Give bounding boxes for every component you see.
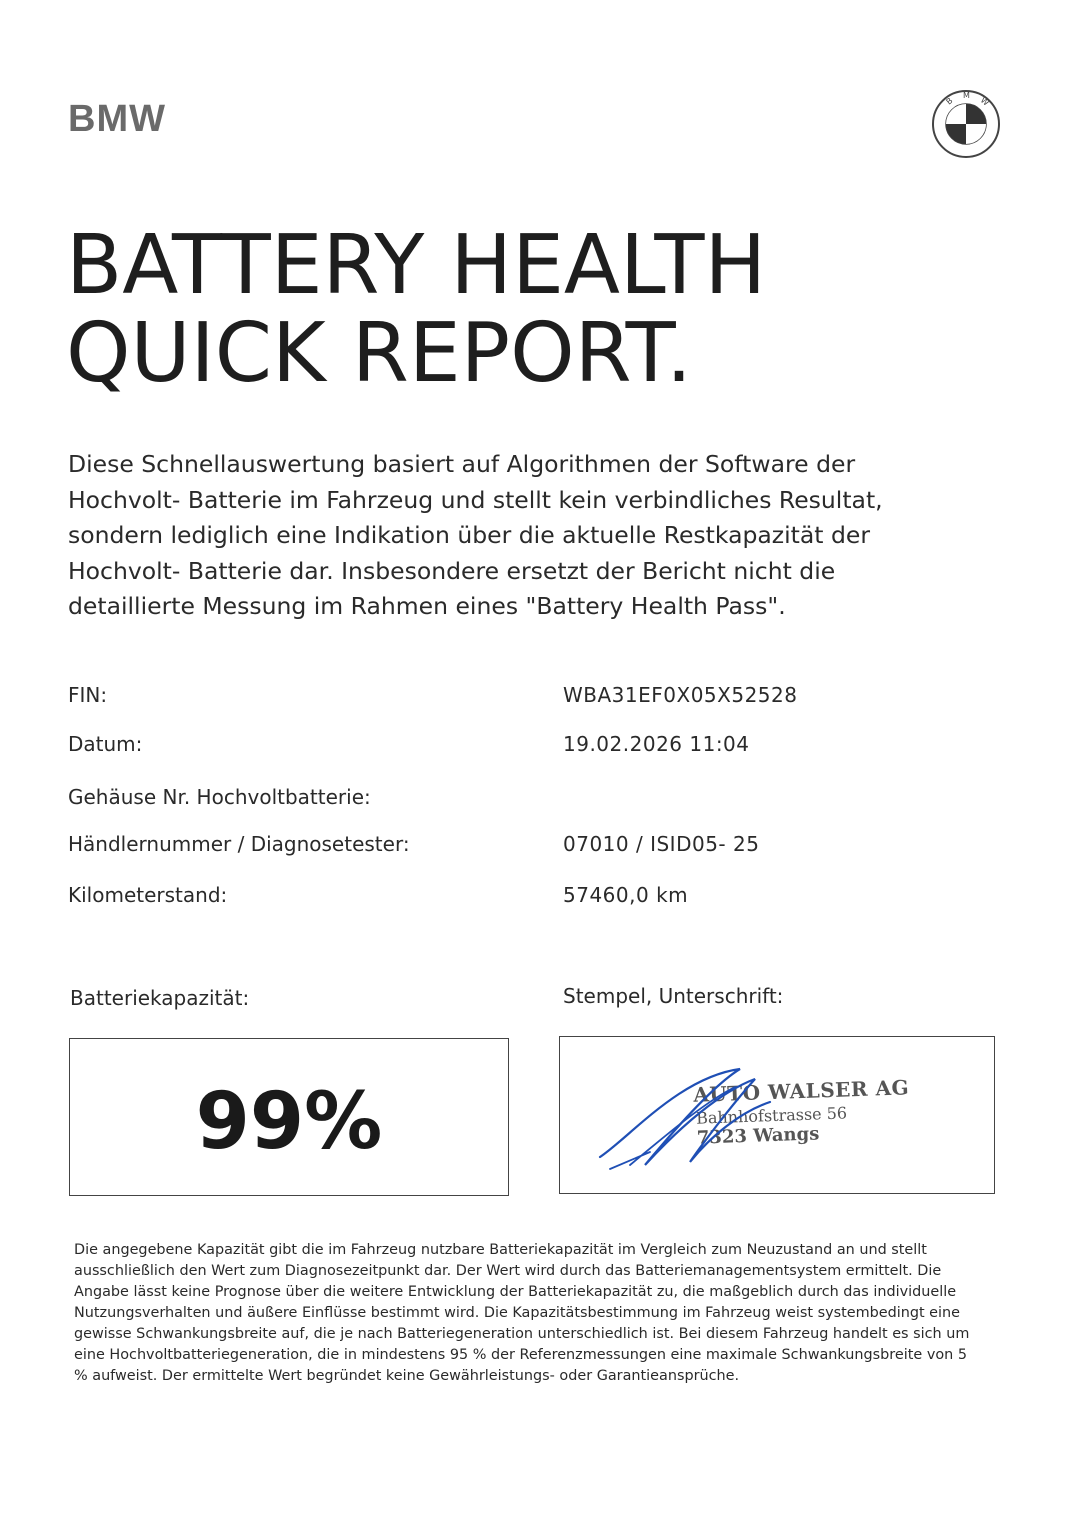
- field-row-haendlernummer: [68, 832, 968, 862]
- bmw-roundel-icon: [930, 88, 1002, 160]
- field-value: WBA31EF0X05X52528: [563, 683, 798, 707]
- field-label: Gehäuse Nr. Hochvoltbatterie:: [68, 785, 371, 809]
- stamp-line2: Bahnhofstrasse 56: [695, 1103, 848, 1128]
- field-row-kilometerstand: [68, 883, 968, 913]
- stamp-line3: 7323 Wangs: [696, 1123, 820, 1149]
- disclaimer-footnote: Die angegebene Kapazität gibt die im Fahrzeug nutzbare Batteriekapazität im Vergleich zum Neuzustand an und stellt ausschließlich den Wert zum Diagnosezeitpunkt dar. Der Wert wird durch das Batteriemanagementsystem ermittelt. Die Angabe lässt keine Prognose über die weitere Entwicklung der Batteriekapazität zu, die maßgeblich durch das individuelle Nutzungsverhalten und äußere Einflüsse bestimmt wird. Die Kapazitätsbestimmung im Fahrzeug weist systembedingt eine gewisse Schwankungsbreite auf, die je nach Batteriegeneration unterschiedlich ist. Bei diesem Fahrzeug handelt es sich um eine Hochvoltbatteriegeneration, die in mindestens 95 % der Referenzmessungen eine maximale Schwankungsbreite von 5 % aufweist. Der ermittelte Wert begründet keine Gewährleistungs- oder Garantieansprüche.: [74, 1242, 970, 1384]
- field-row-fin: [68, 683, 968, 713]
- logo-letter-m: M: [963, 91, 970, 100]
- field-value: 07010 / ISID05- 25: [563, 832, 760, 856]
- capacity-label: Batteriekapazität:: [70, 986, 250, 1010]
- capacity-value: 99%: [195, 1077, 383, 1167]
- brand-wordmark: BMW: [68, 98, 166, 140]
- stamp-line1: AUTO WALSER AG: [692, 1075, 910, 1107]
- stamp-box: [559, 1036, 995, 1194]
- report-title-line1: BATTERY HEALTH: [66, 218, 767, 313]
- field-label: Datum:: [68, 732, 143, 756]
- intro-paragraph: Diese Schnellauswertung basiert auf Algorithmen der Software der Hochvolt- Batterie im Fahrzeug und stellt kein verbindliches Resultat, sondern lediglich eine Indikation über die aktuelle Restkapazität der Hochvolt- Batterie dar. Insbesondere ersetzt der Bericht nicht die detaillierte Messung im Rahmen eines "Battery Health Pass".: [68, 450, 883, 620]
- logo-letter-b: B: [944, 96, 955, 107]
- signature: [590, 1057, 780, 1177]
- field-value: 57460,0 km: [563, 883, 689, 907]
- report-title-line2: QUICK REPORT.: [66, 306, 693, 401]
- stamp-label: Stempel, Unterschrift:: [563, 984, 784, 1008]
- logo-letter-w: W: [978, 95, 991, 108]
- field-label: Händlernummer / Diagnosetester:: [68, 832, 410, 856]
- field-label: Kilometerstand:: [68, 883, 228, 907]
- field-label: FIN:: [68, 683, 108, 707]
- report-title: [66, 218, 767, 401]
- field-value: 19.02.2026 11:04: [563, 732, 750, 756]
- capacity-box: [69, 1038, 509, 1196]
- field-row-gehaeuse: [68, 785, 968, 815]
- field-row-datum: [68, 732, 968, 762]
